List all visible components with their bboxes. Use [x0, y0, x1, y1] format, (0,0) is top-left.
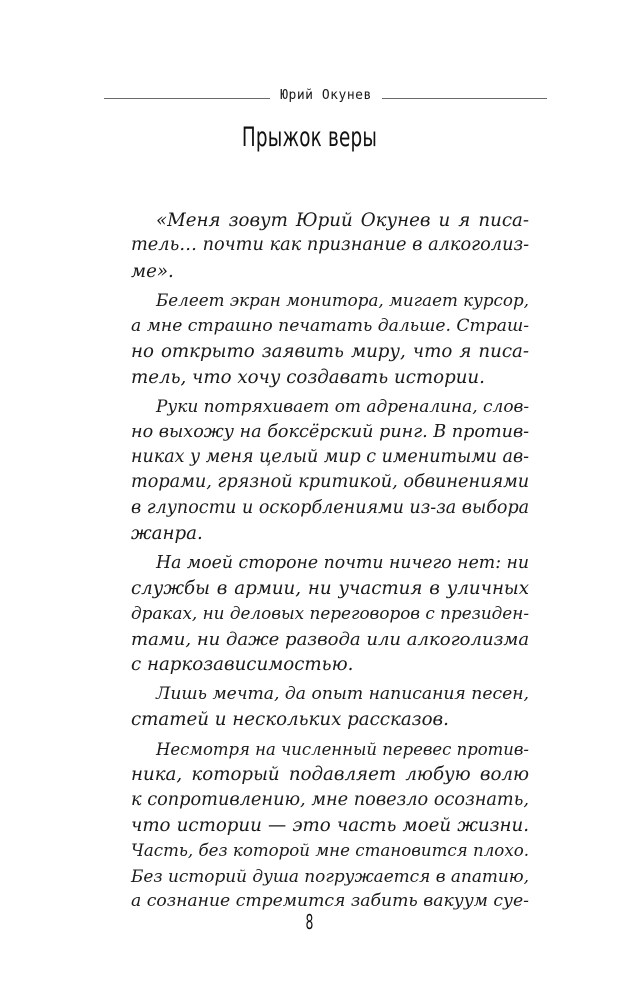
header-rule-right	[382, 98, 547, 99]
text-line: ме».	[131, 260, 174, 282]
text-line: а сознание стремится забить вакуум суе-	[131, 891, 529, 912]
text-line: статей и нескольких рассказов.	[131, 709, 449, 731]
running-head	[0, 88, 619, 108]
text-line: Часть, без которой мне становится плохо.	[131, 841, 529, 861]
chapter-title: Прыжок веры	[241, 122, 378, 153]
text-line: с наркозависимостью.	[131, 654, 354, 676]
text-line: в глупости и оскорблениями из-за выбора	[131, 497, 530, 518]
header-rule-left	[104, 98, 270, 99]
text-line: к сопротивлению, мне повезло осознать,	[131, 789, 529, 810]
text-line: На моей стороне почти ничего нет: ни	[156, 552, 530, 573]
text-line: Белеет экран монитора, мигает курсор,	[156, 290, 529, 311]
text-line: а мне страшно печатать дальше. Страш-	[131, 315, 529, 336]
text-line: «Меня зовут Юрий Окунев и я писа-	[156, 210, 529, 231]
text-line: что истории — это часть моей жизни.	[131, 814, 529, 836]
text-line: никах у меня целый мир с именитыми ав-	[131, 446, 530, 467]
text-line: Руки потряхивает от адреналина, слов-	[156, 396, 530, 417]
text-line: ника, который подавляет любую волю	[131, 764, 529, 786]
text-line: Несмотря на численный перевес против-	[156, 739, 529, 759]
text-line: тами, ни даже развода или алкоголизма	[131, 628, 530, 650]
text-line: тель, что хочу создавать истории.	[131, 366, 485, 388]
body-text	[131, 208, 529, 914]
text-line: службы в армии, ни участия в уличных	[131, 578, 529, 600]
text-line: драках, ни деловых переговоров с президен-	[131, 603, 529, 624]
text-line: Без историй душа погружается в апатию,	[131, 865, 529, 886]
text-line: торами, грязной критикой, обвинениями	[131, 472, 530, 493]
running-head-author: Юрий Окунев	[280, 88, 372, 103]
text-line: но выхожу на боксёрский ринг. В против-	[131, 421, 530, 442]
text-line: тель… почти как признание в алкоголиз-	[131, 235, 530, 256]
text-line: жанра.	[131, 523, 203, 545]
text-line: но открыто заявить миру, что я писа-	[131, 341, 529, 363]
text-line: Лишь мечта, да опыт написания песен,	[156, 683, 529, 704]
page-number: 8	[305, 910, 314, 934]
